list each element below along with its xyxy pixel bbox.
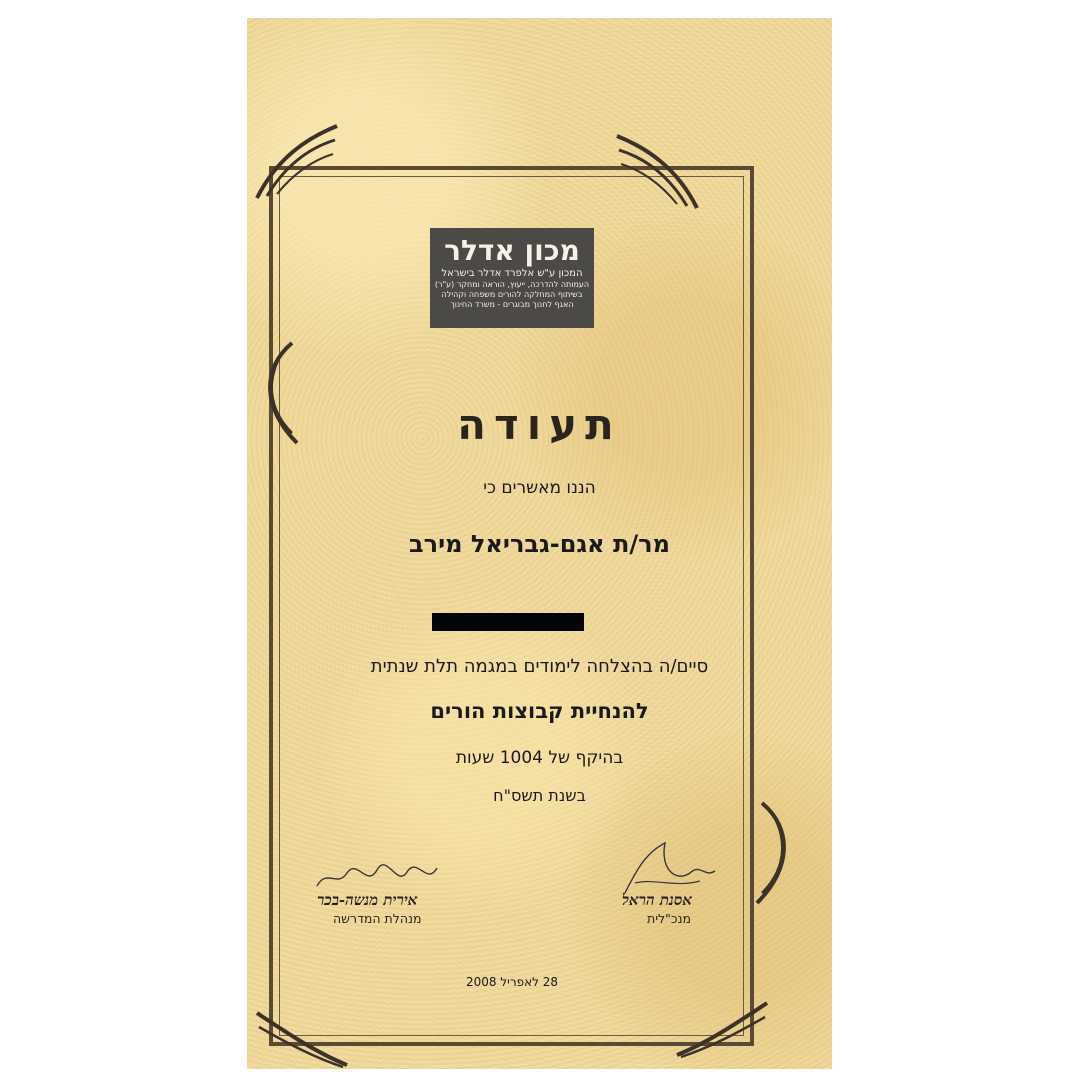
certify-line: הננו מאשרים כי bbox=[483, 478, 596, 498]
right-signer-name: אסנת הראל bbox=[622, 891, 693, 909]
flourish-right-lower-icon bbox=[742, 798, 802, 908]
flourish-top-right-icon bbox=[607, 128, 707, 218]
flourish-bottom-left-icon bbox=[247, 1003, 357, 1073]
completion-line: סיים/ה בהצלחה לימודים במגמה תלת שנתית bbox=[370, 656, 709, 677]
flourish-top-left-icon bbox=[247, 118, 347, 208]
logo-line-1: המכון ע"ש אלפרד אדלר בישראל bbox=[441, 268, 583, 279]
adler-institute-logo bbox=[430, 228, 594, 328]
right-signer-role: מנכ"לית bbox=[647, 911, 691, 926]
left-signer-role: מנהלת המדרשה bbox=[333, 911, 422, 926]
logo-line-4: האגף לחנוך מבוגרים - משרד החינוך bbox=[450, 300, 574, 309]
hours-line: בהיקף של 1004 שעות bbox=[455, 748, 624, 768]
year-line: בשנת תשס"ח bbox=[493, 786, 586, 805]
left-signer-name: אירית מנשה-בכר bbox=[317, 891, 418, 909]
logo-line-2: העמותה להדרכה, ייעוץ, הוראה ומחקר (ע"ר) bbox=[434, 280, 590, 289]
logo-name: מכון אדלר bbox=[444, 234, 580, 267]
flourish-bottom-right-icon bbox=[667, 993, 777, 1063]
redaction-bar bbox=[432, 613, 584, 631]
logo-line-3: בשיתוף המחלקה להורים משפחה וקהילה bbox=[441, 290, 583, 299]
recipient-name: מר/ת אגם-גבריאל מירב bbox=[409, 530, 670, 558]
course-name: להנחיית קבוצות הורים bbox=[430, 699, 649, 723]
certificate-page bbox=[247, 18, 832, 1069]
certificate-title: תעודה bbox=[457, 400, 622, 449]
issue-date: 28 לאפריל 2008 bbox=[465, 975, 559, 989]
